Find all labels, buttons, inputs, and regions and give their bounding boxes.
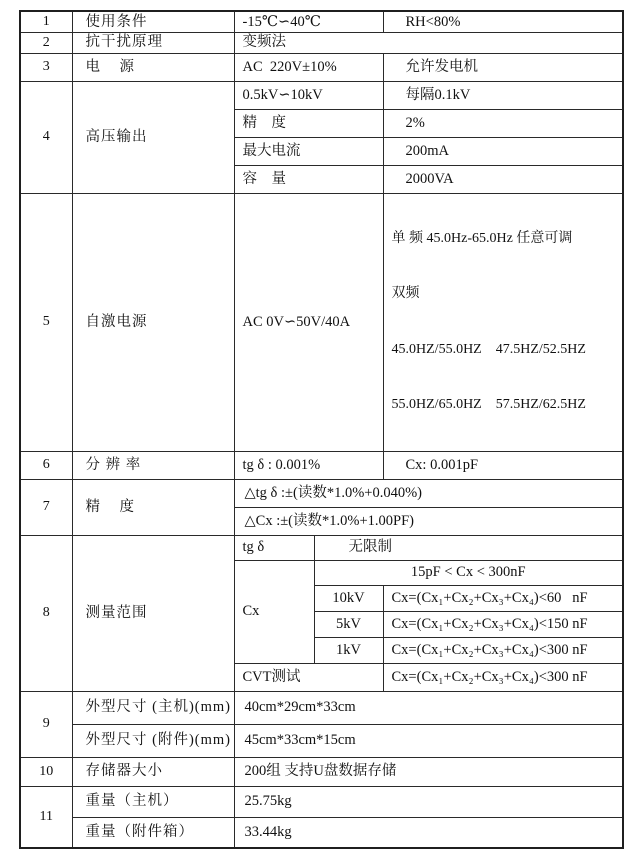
table-row-4 [20, 81, 623, 109]
row-number: 8 [20, 535, 72, 691]
table-row-7 [20, 479, 623, 507]
range-voltage: 10kV [314, 585, 383, 611]
spec-label: 高压输出 [72, 81, 234, 193]
spec-frequency-detail [383, 193, 623, 451]
spec-label: 外型尺寸 (主机)(mm) [72, 691, 234, 724]
table-row-3 [20, 53, 623, 81]
spec-value: 25.75kg [234, 786, 623, 817]
sub-spec-name: 最大电流 [234, 137, 383, 165]
row-number: 10 [20, 757, 72, 786]
frequency-line: 单 频 45.0Hz-65.0Hz 任意可调 [391, 230, 573, 246]
range-formula: Cx=(Cx₁+Cx₂+Cx₃+Cx₄)<60 nF [383, 585, 623, 611]
frequency-line: 45.0HZ/55.0HZ 47.5HZ/52.5HZ [391, 341, 586, 357]
frequency-line: 55.0HZ/65.0HZ 57.5HZ/62.5HZ [391, 397, 586, 412]
sub-spec-name: 精 度 [234, 109, 383, 137]
table-row-9 [20, 691, 623, 724]
range-cvt-label: CVT测试 [234, 663, 383, 691]
spec-power: AC 220V±10% [234, 53, 383, 81]
table-row-11 [20, 786, 623, 817]
spec-value: 33.44kg [234, 817, 623, 848]
page [0, 10, 637, 841]
sub-spec-value: 200mA [383, 137, 623, 165]
spec-value: 变频法 [234, 32, 623, 53]
table-row-8 [20, 535, 623, 560]
table-row-5 [20, 193, 623, 451]
specs-table [19, 10, 624, 849]
spec-label: 精 度 [72, 479, 234, 535]
range-formula: Cx=(Cx₁+Cx₂+Cx₃+Cx₄)<300 nF [383, 637, 623, 663]
spec-value: 40cm*29cm*33cm [234, 691, 623, 724]
sub-spec-value: 2000VA [383, 165, 623, 193]
spec-accuracy-tg: △tg δ :±(读数*1.0%+0.040%) [234, 479, 623, 507]
row-number: 7 [20, 479, 72, 535]
spec-range: -15℃∽40℃ [234, 11, 383, 32]
range-cx-label: Cx [234, 560, 314, 663]
spec-label: 测量范围 [72, 535, 234, 691]
row-number: 4 [20, 81, 72, 193]
spec-label: 抗干扰原理 [72, 32, 234, 53]
spec-cx-resolution: Cx: 0.001pF [383, 451, 623, 479]
table-row-1 [20, 11, 623, 32]
row-number: 1 [20, 11, 72, 32]
spec-label: 自激电源 [72, 193, 234, 451]
row-number: 3 [20, 53, 72, 81]
spec-value: RH<80% [383, 11, 623, 32]
spec-label: 重量（附件箱） [72, 817, 234, 848]
table-row-11b [20, 817, 623, 848]
table-row-10 [20, 757, 623, 786]
spec-value: 允许发电机 [383, 53, 623, 81]
spec-label: 外型尺寸 (附件)(mm) [72, 724, 234, 757]
spec-label: 电 源 [72, 53, 234, 81]
frequency-line: 双频 [391, 286, 420, 301]
range-tg-label: tg δ [234, 535, 314, 560]
table-row-2 [20, 32, 623, 53]
spec-tg-resolution: tg δ : 0.001% [234, 451, 383, 479]
row-number: 2 [20, 32, 72, 53]
row-number: 9 [20, 691, 72, 757]
spec-label: 重量（主机） [72, 786, 234, 817]
spec-accuracy-cx: △Cx :±(读数*1.0%+1.00PF) [234, 507, 623, 535]
sub-spec-value: 每隔0.1kV [383, 81, 623, 109]
range-voltage: 5kV [314, 611, 383, 637]
row-number: 5 [20, 193, 72, 451]
spec-value: 200组 支持U盘数据存储 [234, 757, 623, 786]
spec-value: 45cm*33cm*15cm [234, 724, 623, 757]
table-row-6 [20, 451, 623, 479]
sub-spec-name: 容 量 [234, 165, 383, 193]
spec-source: AC 0V∽50V/40A [234, 193, 383, 451]
range-cx-span: 15pF < Cx < 300nF [314, 560, 623, 585]
spec-label: 使用条件 [72, 11, 234, 32]
table-row-9b [20, 724, 623, 757]
sub-spec-value: 2% [383, 109, 623, 137]
range-formula: Cx=(Cx₁+Cx₂+Cx₃+Cx₄)<150 nF [383, 611, 623, 637]
row-number: 6 [20, 451, 72, 479]
range-tg-value: 无限制 [314, 535, 623, 560]
sub-spec-name: 0.5kV∽10kV [234, 81, 383, 109]
spec-label: 存储器大小 [72, 757, 234, 786]
range-voltage: 1kV [314, 637, 383, 663]
row-number: 11 [20, 786, 72, 848]
spec-label: 分 辨 率 [72, 451, 234, 479]
range-cvt-formula: Cx=(Cx₁+Cx₂+Cx₃+Cx₄)<300 nF [383, 663, 623, 691]
